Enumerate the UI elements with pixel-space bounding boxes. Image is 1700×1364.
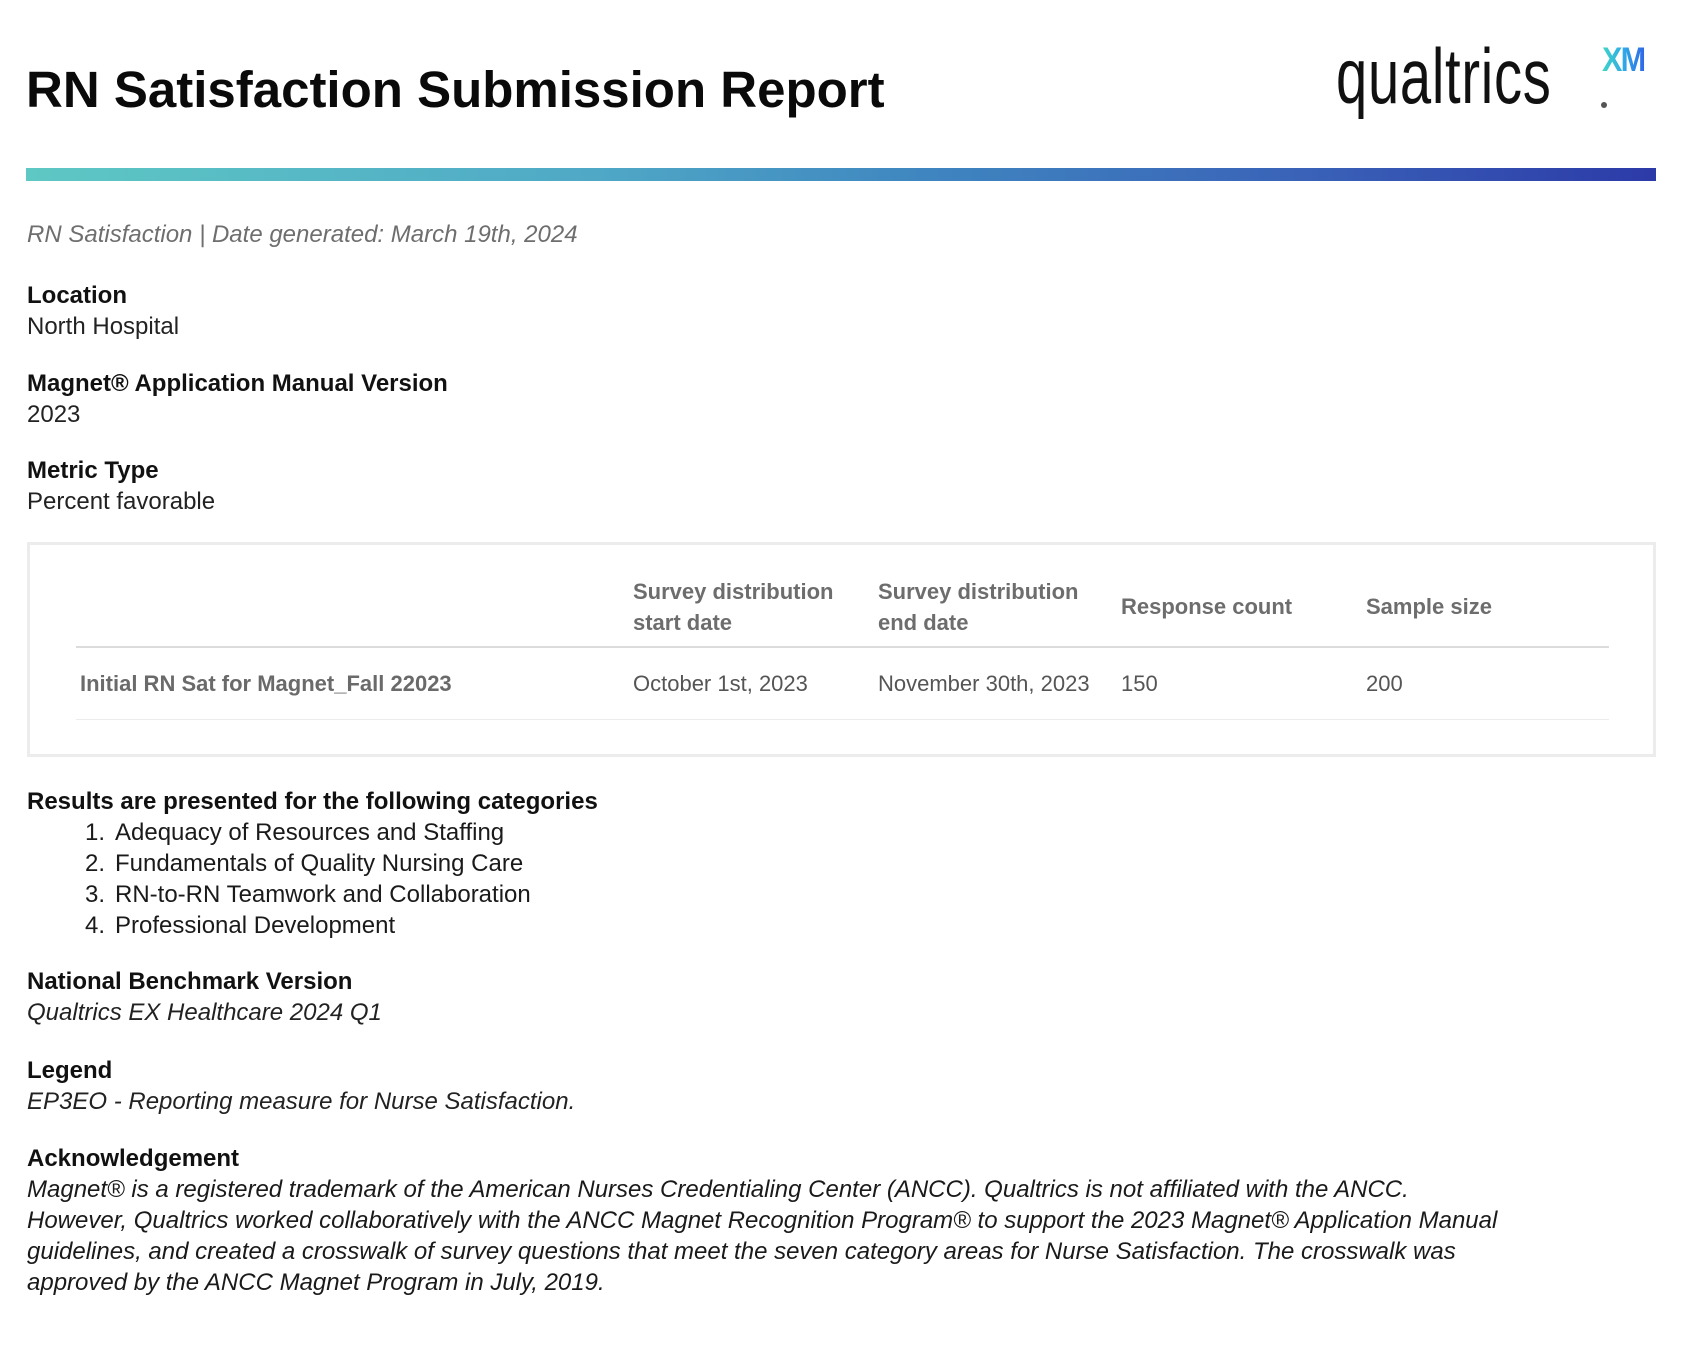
header-gradient-divider	[26, 168, 1656, 181]
column-header-response-count: Response count	[1121, 567, 1366, 647]
legend-value: EP3EO - Reporting measure for Nurse Satisfaction.	[27, 1088, 576, 1115]
qualtrics-logo	[1336, 26, 1666, 146]
legend-field	[27, 1055, 575, 1117]
column-header-name	[76, 567, 633, 647]
list-item	[85, 879, 598, 910]
location-label: Location	[27, 282, 127, 309]
acknowledgement-line: However, Qualtrics worked collaboratively with the ANCC Magnet Recognition Program® to support the 2023 Magnet® Application Manual	[27, 1207, 1498, 1234]
report-subtitle: RN Satisfaction | Date generated: March 19th, 2024	[27, 221, 578, 248]
benchmark-field	[27, 966, 382, 1028]
benchmark-value: Qualtrics EX Healthcare 2024 Q1	[27, 999, 382, 1026]
list-item-text: Adequacy of Resources and Staffing	[115, 819, 505, 846]
response-count-cell: 150	[1121, 647, 1366, 719]
manual-version-field	[27, 368, 448, 430]
benchmark-label: National Benchmark Version	[27, 968, 353, 995]
manual-version-label: Magnet® Application Manual Version	[27, 370, 448, 397]
location-field	[27, 280, 179, 342]
column-header-start-date: Survey distribution start date	[633, 567, 878, 647]
column-header-sample-size: Sample size	[1366, 567, 1609, 647]
start-date-cell: October 1st, 2023	[633, 647, 878, 719]
logo-wordmark: qualtrics	[1336, 32, 1552, 120]
metric-type-value: Percent favorable	[27, 488, 216, 515]
list-item-text: Professional Development	[115, 912, 396, 939]
survey-table-card	[27, 542, 1656, 757]
column-header-end-date: Survey distribution end date	[878, 567, 1121, 647]
list-item	[85, 848, 598, 879]
acknowledgement-line: Magnet® is a registered trademark of the American Nurses Credentialing Center (ANCC). Qualtrics is not affiliated with the ANCC.	[27, 1176, 1409, 1203]
table-row	[76, 647, 1609, 719]
legend-label: Legend	[27, 1057, 113, 1084]
categories-section	[27, 786, 598, 941]
list-item-number: 4.	[85, 912, 106, 939]
list-item	[85, 817, 598, 848]
acknowledgement-line: approved by the ANCC Magnet Program in July, 2019.	[27, 1269, 605, 1296]
survey-name-cell: Initial RN Sat for Magnet_Fall 22023	[76, 647, 633, 719]
location-value: North Hospital	[27, 313, 180, 340]
page-title: RN Satisfaction Submission Report	[26, 61, 885, 118]
list-item-text: Fundamentals of Quality Nursing Care	[115, 850, 524, 877]
survey-table	[76, 567, 1609, 720]
registered-mark-icon	[1601, 102, 1607, 108]
table-header-row	[76, 567, 1609, 647]
list-item-number: 1.	[85, 819, 106, 846]
list-item-number: 3.	[85, 881, 106, 908]
list-item-text: RN-to-RN Teamwork and Collaboration	[115, 881, 531, 908]
logo-xm-superscript: XM	[1602, 41, 1645, 79]
manual-version-value: 2023	[27, 401, 81, 428]
acknowledgement-heading: Acknowledgement	[27, 1145, 240, 1172]
metric-type-field	[27, 455, 215, 517]
list-item-number: 2.	[85, 850, 106, 877]
acknowledgement-line: guidelines, and created a crosswalk of survey questions that meet the seven category areas for Nurse Satisfaction. The crosswalk was	[27, 1238, 1456, 1265]
categories-list	[85, 817, 598, 941]
sample-size-cell: 200	[1366, 647, 1609, 719]
categories-heading: Results are presented for the following categories	[27, 788, 598, 815]
end-date-cell: November 30th, 2023	[878, 647, 1121, 719]
metric-type-label: Metric Type	[27, 457, 159, 484]
list-item	[85, 910, 598, 941]
acknowledgement-section	[27, 1143, 1667, 1298]
